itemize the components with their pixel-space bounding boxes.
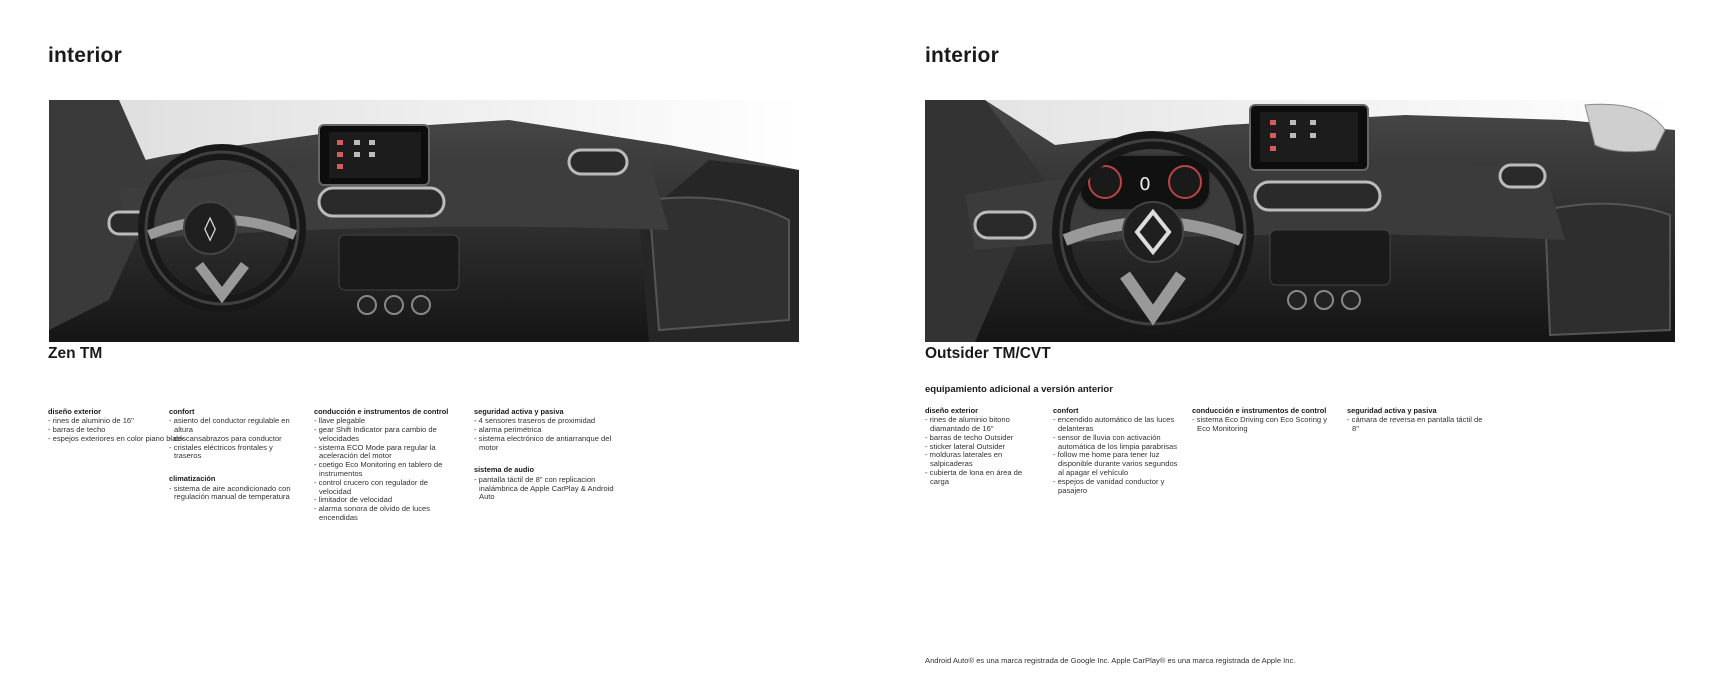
cluster-speed-readout: 0	[1139, 174, 1151, 195]
feature-group	[474, 408, 614, 452]
group-heading: confort	[1053, 406, 1079, 415]
feature-item: - rines de aluminio de 16"	[48, 417, 198, 426]
right-version-name: Outsider TM/CVT	[925, 345, 1051, 362]
feature-item: - sistema Eco Driving con Eco Scoring y Eco Monitoring	[1192, 416, 1337, 434]
feature-item: - follow me home para tener luz disponible durante varios segundos al apagar el vehículo	[1053, 451, 1178, 477]
feature-group	[1192, 407, 1337, 434]
feature-item: - descansabrazos para conductor	[169, 435, 299, 444]
feature-item: - 4 sensores traseros de proximidad	[474, 417, 614, 426]
group-heading: conducción e instrumentos de control	[314, 407, 449, 416]
feature-item: - sistema ECO Mode para regular la aceleración del motor	[314, 444, 459, 462]
zen-interior-photo	[49, 100, 799, 342]
feature-item: - cubierta de lona en área de carga	[925, 469, 1040, 487]
right-page-title: interior	[925, 44, 999, 67]
group-heading: diseño exterior	[48, 407, 101, 416]
outsider-interior-photo	[925, 100, 1675, 342]
left-col-3	[314, 408, 459, 523]
feature-group	[1347, 407, 1487, 434]
brand-logo: ◊	[204, 214, 216, 242]
group-heading: confort	[169, 407, 195, 416]
feature-item: - espejos de vanidad conductor y pasajero	[1053, 478, 1178, 496]
right-col-2	[1053, 407, 1178, 495]
feature-item: - barras de techo	[48, 426, 198, 435]
feature-item: - llave plegable	[314, 417, 459, 426]
feature-group	[169, 408, 299, 461]
feature-item: - alarma perimétrica	[474, 426, 614, 435]
left-version-name: Zen TM	[48, 345, 103, 362]
feature-item: - molduras laterales en salpicaderas	[925, 451, 1040, 469]
group-heading: conducción e instrumentos de control	[1192, 406, 1327, 415]
right-col-4	[1347, 407, 1487, 434]
feature-item: - rines de aluminio bitono diamantado de 16"	[925, 416, 1040, 434]
feature-item: - pantalla táctil de 8" con replicacion inalámbrica de Apple CarPlay & Android Auto	[474, 476, 614, 502]
feature-group	[314, 408, 459, 523]
feature-item: - sticker lateral Outsider	[925, 443, 1040, 452]
feature-item: - sensor de lluvia con activación automática de los limpia parabrisas	[1053, 434, 1178, 452]
group-heading: climatización	[169, 474, 216, 484]
right-col-3	[1192, 407, 1337, 434]
group-heading: sistema de audio	[474, 465, 534, 475]
feature-item: - espejos exteriores en color piano black	[48, 435, 198, 444]
feature-item: - encendido automático de las luces delanteras	[1053, 416, 1178, 434]
trademark-footnote: Android Auto® es una marca registrada de Google Inc. Apple CarPlay® es una marca registrada de Apple Inc.	[925, 656, 1296, 665]
right-col-1	[925, 407, 1040, 487]
feature-item: - sistema electrónico de antiarranque del motor	[474, 435, 614, 453]
feature-item: - cristales eléctricos frontales y traseros	[169, 444, 299, 462]
feature-item: - coetigo Eco Monitoring en tablero de instrumentos	[314, 461, 459, 479]
zen-dashboard-illustration	[49, 100, 799, 342]
left-col-2	[169, 408, 299, 502]
group-heading: seguridad activa y pasiva	[474, 407, 564, 416]
feature-item: - cámara de reversa en pantalla táctil de 8"	[1347, 416, 1487, 434]
group-heading: seguridad activa y pasiva	[1347, 406, 1437, 415]
left-page-title: interior	[48, 44, 122, 67]
feature-item: - control crucero con regulador de velocidad	[314, 479, 459, 497]
feature-group	[1053, 407, 1178, 495]
feature-item: - gear Shift Indicator para cambio de velocidades	[314, 426, 459, 444]
feature-item: - limitador de velocidad	[314, 496, 459, 505]
feature-group	[925, 407, 1040, 487]
feature-group	[474, 466, 614, 502]
feature-item: - asiento del conductor regulable en altura	[169, 417, 299, 435]
outsider-dashboard-illustration	[925, 100, 1675, 342]
feature-item: - barras de techo Outsider	[925, 434, 1040, 443]
feature-item: - sistema de aire acondicionado con regulación manual de temperatura	[169, 485, 299, 503]
feature-group	[169, 475, 299, 502]
right-subheading: equipamiento adicional a versión anterior	[925, 384, 1113, 395]
left-col-4	[474, 408, 614, 502]
feature-item: - alarma sonora de olvido de luces encendidas	[314, 505, 459, 523]
group-heading: diseño exterior	[925, 406, 978, 415]
